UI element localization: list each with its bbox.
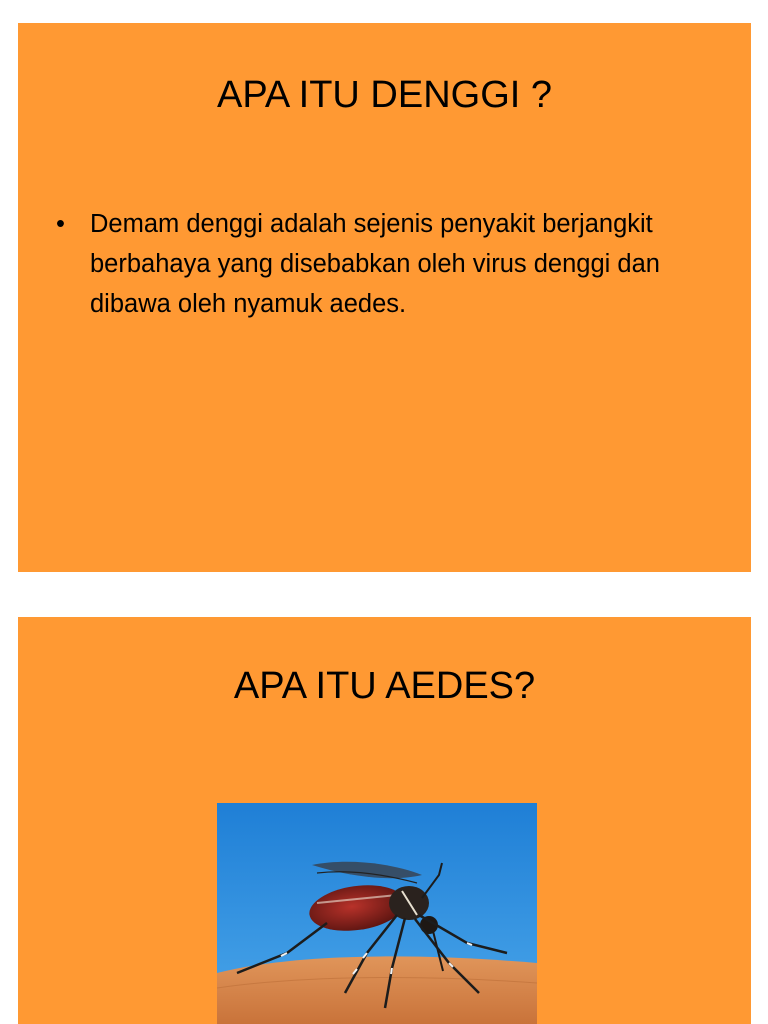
bullet-item: [56, 204, 716, 324]
slide-title: APA ITU DENGGI ?: [216, 74, 553, 116]
slide-title: APA ITU AEDES?: [233, 665, 536, 707]
mosquito-icon: [217, 803, 537, 1024]
bullet-marker: •: [56, 210, 65, 238]
bullet-text: Demam denggi adalah sejenis penyakit berjangkit berbahaya yang disebabkan oleh virus denggi dan dibawa oleh nyamuk aedes.: [90, 210, 660, 318]
slide-what-is-dengue: [18, 23, 751, 572]
mosquito-photo: [217, 803, 537, 1024]
slide-what-is-aedes: [18, 617, 751, 1024]
bullet-list: [56, 204, 716, 324]
